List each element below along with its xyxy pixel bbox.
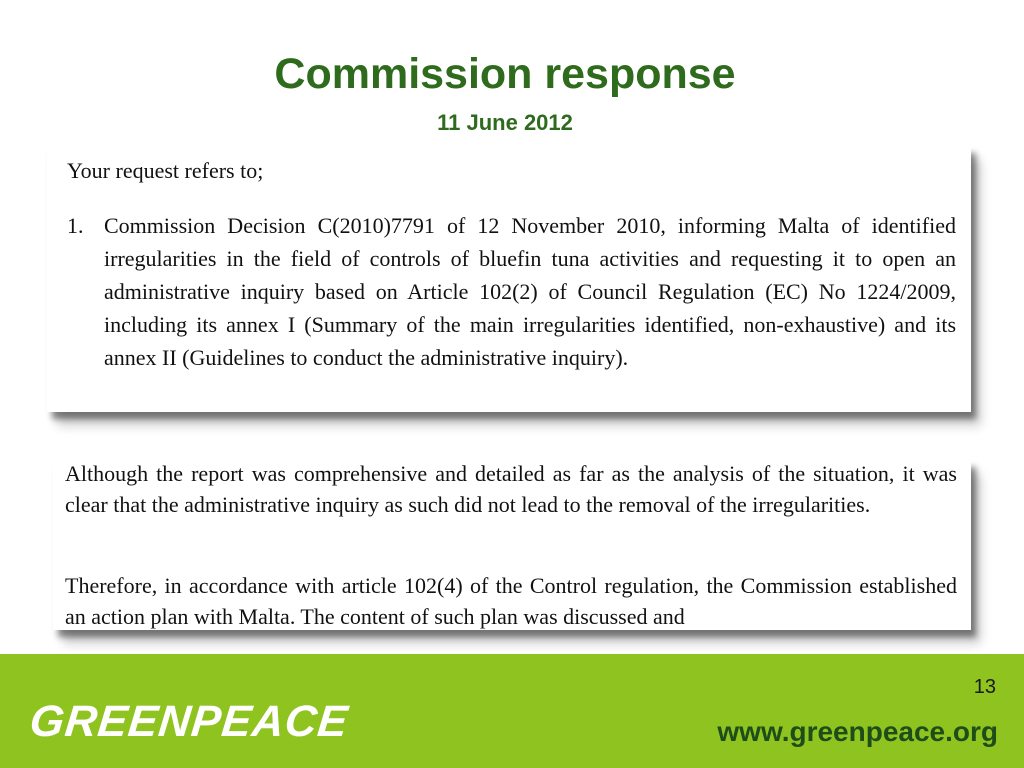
excerpt-intro: Your request refers to; (67, 158, 264, 183)
slide-date: 11 June 2012 (437, 110, 573, 135)
greenpeace-logo: GREENPEACE (27, 697, 351, 746)
excerpt-paragraph-1: Although the report was comprehensive and detailed as far as the analysis of the situation, it was clear that the administrative inquiry as such did not lead to the removal of the irregularities. (65, 461, 957, 517)
list-item-number: 1. (67, 213, 84, 238)
document-excerpt-response (53, 460, 971, 630)
list-item-text: Commission Decision C(2010)7791 of 12 November 2010, informing Malta of identified irregularities in the field of controls of bluefin tuna activities and requesting it to open an administrative inquiry based on Article 102(2) of Council Regulation (EC) No 1224/2009, including its annex I (Summary of the main irregularities identified, non-exhaustive) and its annex II (Guidelines to conduct the administrative inquiry). (104, 213, 956, 370)
website-url: www.greenpeace.org (717, 716, 998, 747)
slide-title: Commission response (274, 50, 736, 98)
page-number: 13 (973, 676, 996, 698)
document-excerpt-request (47, 146, 971, 412)
excerpt-paragraph-2: Therefore, in accordance with article 102(4) of the Control regulation, the Commission established an action plan with Malta. The content of such plan was discussed and (65, 573, 957, 629)
